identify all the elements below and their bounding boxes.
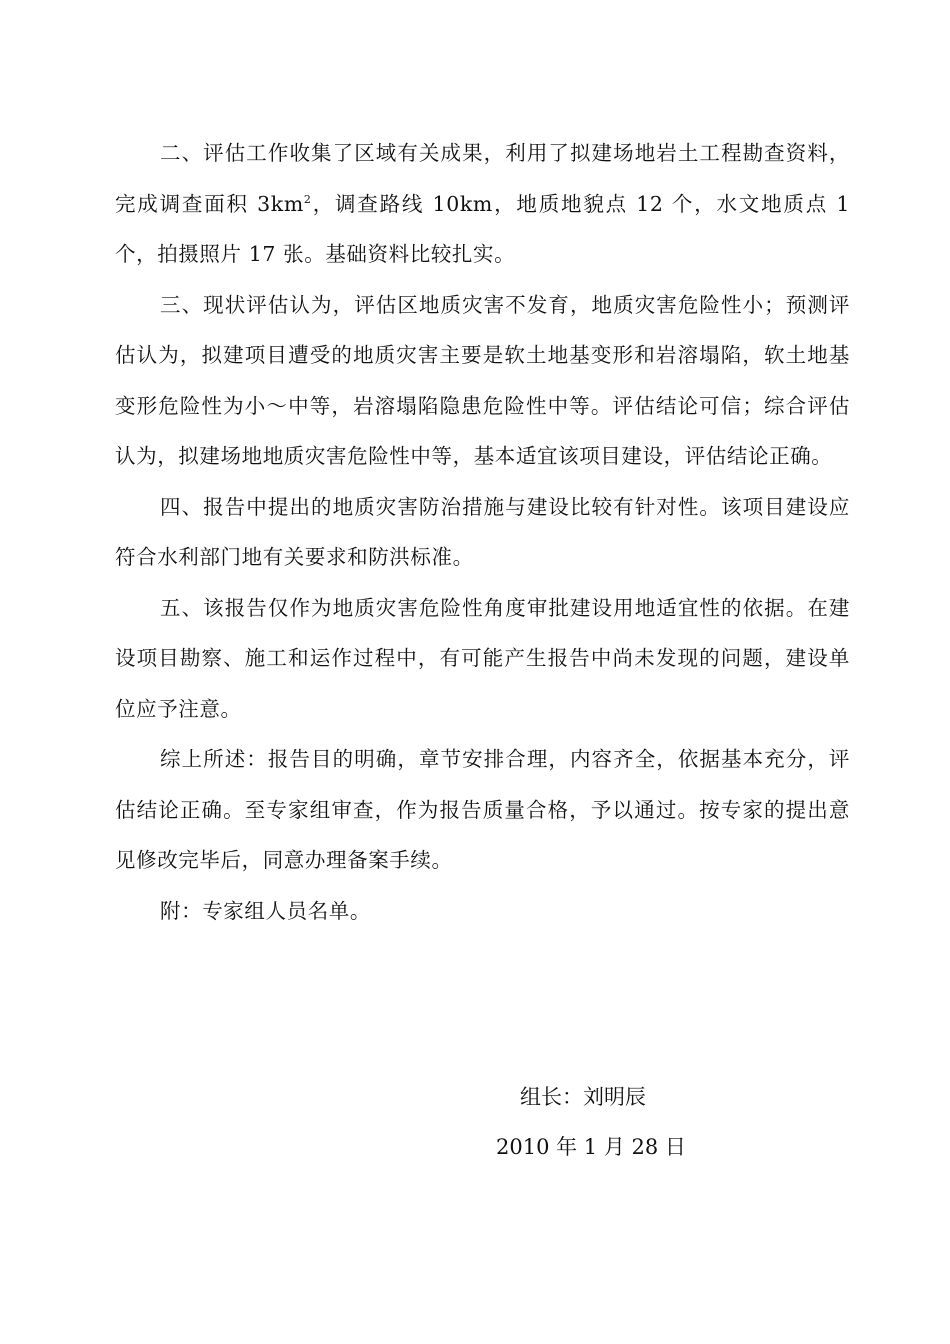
paragraph-prevention-measures: 四、报告中提出的地质灾害防治措施与建设比较有针对性。该项目建设应符合水利部门地有关要求和防洪标准。 [115,494,850,569]
signature-date: 2010 年 1 月 28 日 [496,1135,686,1159]
signature-block [440,1075,740,1169]
paragraph-status-assessment: 三、现状评估认为，评估区地质灾害不发育，地质灾害危险性小；预测评估认为，拟建项目遭受的地质灾害主要是软土地基变形和岩溶塌陷，软土地基变形危险性为小～中等，岩溶塌陷隐患危险性中等。评估结论可信；综合评估认为，拟建场地地质灾害危险性中等，基本适宜该项目建设，评估结论正确。 [115,292,850,468]
area-unit-superscript: 2 [303,192,312,206]
paragraph-evaluation-data-continued: ，调查路线 10km，地质地貌点 12 个，水文地质点 1 个，拍摄照片 17 张。基础资料比较扎实。 [115,191,850,266]
group-leader-signature: 组长：刘明辰 [520,1085,646,1109]
document-body [115,128,850,936]
paragraph-summary: 综上所述：报告目的明确，章节安排合理，内容齐全，依据基本充分，评估结论正确。至专家组审查，作为报告质量合格，予以通过。按专家的提出意见修改完毕后，同意办理备案手续。 [115,747,850,872]
paragraph-report-scope: 五、该报告仅作为地质灾害危险性角度审批建设用地适宜性的依据。在建设项目勘察、施工和运作过程中，有可能产生报告中尚未发现的问题，建设单位应予注意。 [115,595,850,721]
paragraph-evaluation-data-text: 二、评估工作收集了区域有关成果，利用了拟建场地岩土工程勘查资料，完成调查面积 3km [115,141,850,216]
paragraph-evaluation-data [115,128,850,280]
paragraph-attachment-note: 附：专家组人员名单。 [160,898,371,923]
